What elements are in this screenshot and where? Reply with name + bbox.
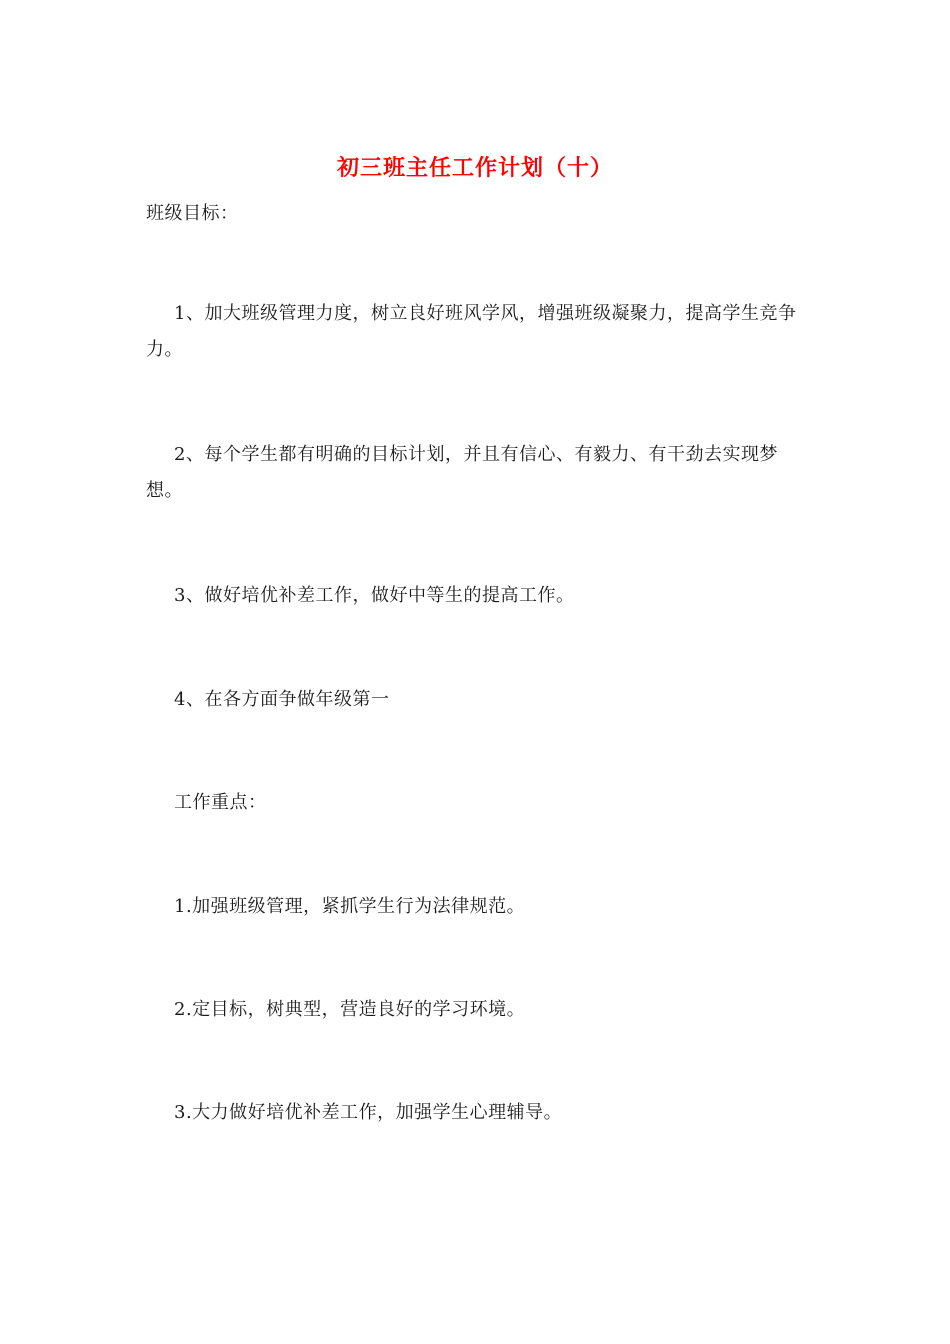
focus-item-2: 2.定目标，树典型，营造良好的学习环境。 [174,999,526,1020]
focus-item-3: 3.大力做好培优补差工作，加强学生心理辅导。 [174,1102,563,1123]
goal-item-4: 4、在各方面争做年级第一 [174,689,390,710]
goal-item-1: 1、加大班级管理力度，树立良好班风学风，增强班级凝聚力，提高学生竞争力。 [146,303,797,360]
focus-item-1: 1.加强班级管理，紧抓学生行为法律规范。 [174,896,526,917]
goals-heading: 班级目标： [146,203,239,224]
goal-item-3: 3、做好培优补差工作，做好中等生的提高工作。 [174,585,575,606]
focus-heading: 工作重点： [174,792,267,813]
goal-item-2: 2、每个学生都有明确的目标计划，并且有信心、有毅力、有干劲去实现梦想。 [146,444,778,501]
document-title: 初三班主任工作计划（十） [336,155,613,181]
